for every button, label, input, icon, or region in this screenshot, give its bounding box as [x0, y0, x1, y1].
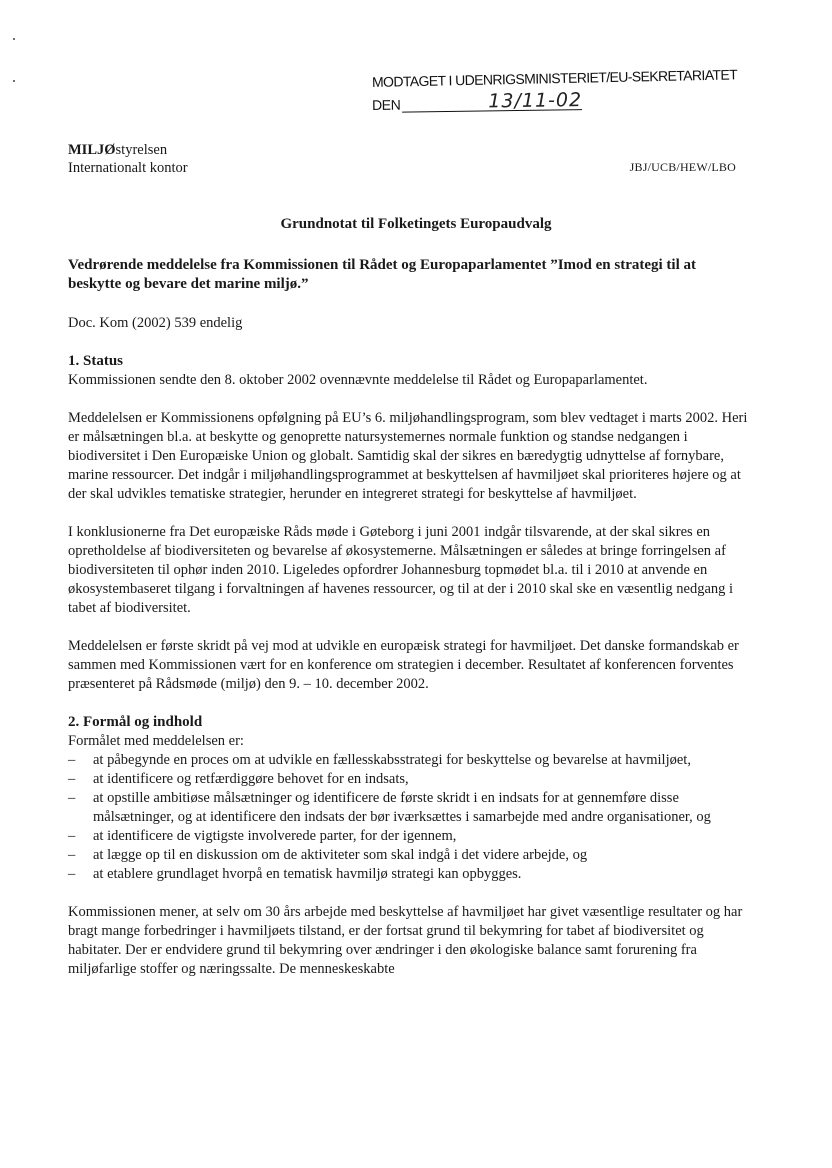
list-item: – at identificere og retfærdiggøre behovet for en indsats,	[68, 770, 758, 789]
sender-block	[68, 141, 188, 177]
stamp-date-rule	[402, 91, 582, 113]
section-2-intro: Formålet med meddelelsen er:	[68, 733, 244, 749]
stamp-handwritten-date: 13/11-02	[488, 89, 583, 113]
section-1-paragraph: Meddelelsen er første skridt på vej mod at udvikle en europæisk strategi for havmiljøet. Det danske formandskab er sammen med Kommissionen vært for en konference om strategien i december. Resultatet af konferencen forventes præsenteret på Rådsmøde (miljø) den 9. – 10. december 2002.	[68, 638, 739, 692]
section-2-paragraph: Kommissionen mener, at selv om 30 års arbejde med beskyttelse af havmiljøet har givet væsentlige resultater og har bragt mange forbedringer i havmiljøets tilstand, er der fortsat grund til bekymring for tabet af biodiversitet og habitater. Der er endvidere grund til bekymring over ændringer i den økologiske balance samt forurening fra miljøfarlige stoffer og næringssalte. De menneskeskabte	[68, 904, 743, 977]
stamp-den-label: DEN	[371, 96, 401, 113]
section-1-paragraph: Kommissionen sendte den 8. oktober 2002 ovennævnte meddelelse til Rådet og Europaparlamentet.	[68, 372, 648, 388]
list-item: – at påbegynde en proces om at udvikle en fællesskabsstrategi for beskyttelse og bevarelse at havmiljøet,	[68, 751, 758, 770]
org-name-bold: MILJØ	[68, 142, 116, 158]
list-item: – at lægge op til en diskussion om de aktiviteter som skal indgå i det videre arbejde, og	[68, 846, 758, 865]
stamp-date-line	[372, 89, 732, 113]
document-subject: Vedrørende meddelelse fra Kommissionen til Rådet og Europaparlamentet ”Imod en strategi til at beskytte og bevare det marine miljø.”	[68, 257, 697, 292]
reference-code: JBJ/UCB/HEW/LBO	[629, 160, 736, 174]
list-item: – at opstille ambitiøse målsætninger og identificere de første skridt i en indsats for at gennemføre disse målsætninger, og at identificere den indsats der bør iværksættes i samarbejde med andre organisationer, og	[68, 789, 758, 827]
section-1-paragraph: Meddelelsen er Kommissionens opfølgning på EU’s 6. miljøhandlingsprogram, som blev vedtaget i marts 2002. Heri er målsætningen bl.a. at beskytte og genoprette natursystemernes normale funktion og standse nedgangen i biodiversitet i Den Europæiske Union og globalt. Samtidig skal der sikres en bæredygtig udnyttelse af fornybare, marine ressourcer. Det indgår i miljøhandlingsprogrammet at beskyttelsen af havmiljøet skal prioriteres højere og at der skal udvikles tematiske strategier, herunder en integreret strategi for beskyttelse af havmiljøet.	[68, 410, 748, 502]
section-2-heading: 2. Formål og indhold	[68, 714, 203, 730]
document-title: Grundnotat til Folketingets Europaudvalg	[280, 216, 552, 232]
received-stamp	[371, 66, 738, 113]
sender-office: Internationalt kontor	[68, 160, 188, 176]
section-1-heading: 1. Status	[68, 353, 124, 369]
stamp-received-text: MODTAGET I UDENRIGSMINISTERIET/EU-SEKRETARIATET	[371, 66, 738, 90]
purpose-list	[68, 751, 758, 884]
list-item: – at etablere grundlaget hvorpå en tematisk havmiljø strategi kan opbygges.	[68, 865, 758, 884]
document-body	[68, 352, 758, 979]
scan-speck	[13, 38, 15, 40]
list-item: – at identificere de vigtigste involverede parter, for der igennem,	[68, 827, 758, 846]
section-1-paragraph: I konklusionerne fra Det europæiske Råds møde i Gøteborg i juni 2001 indgår tilsvarende, at der skal sikres en opretholdelse af biodiversiteten og bevarelse af økosystemerne. Målsætningen er således at bringe forringelsen af biodiversiteten til ophør inden 2010. Ligeledes opfordrer Johannesburg topmødet bl.a. til i 2010 at anvende en økosystembaseret tilgang i forvaltningen af havenes ressourcer, og til at der i 2010 skal ske en væsentlig nedgang i tabet af biodiversitet.	[68, 524, 734, 616]
document-reference: Doc. Kom (2002) 539 endelig	[68, 315, 243, 331]
scan-speck	[13, 80, 15, 82]
sender-organization	[68, 141, 188, 159]
org-name-rest: styrelsen	[115, 142, 168, 158]
